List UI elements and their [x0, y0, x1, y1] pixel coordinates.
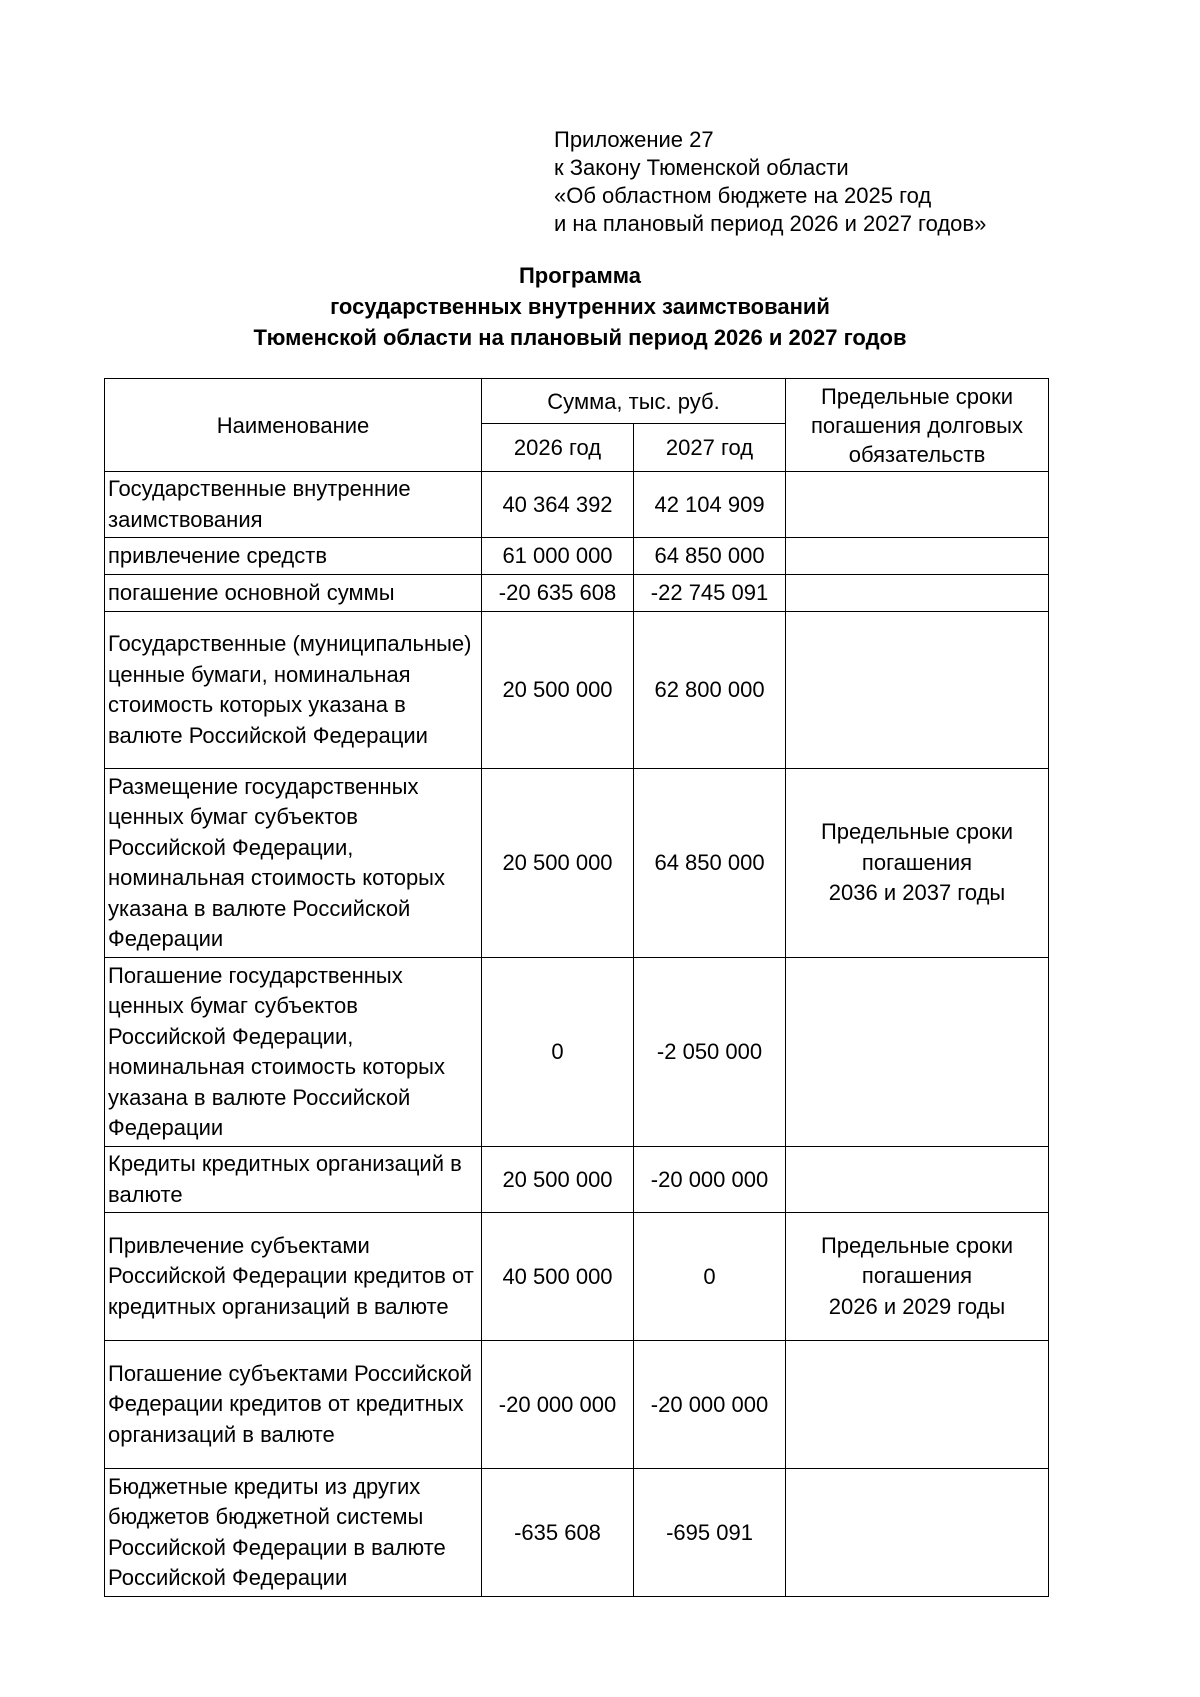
row-name: Государственные внутренние заимствования — [105, 472, 482, 538]
repayment-terms — [786, 769, 1049, 958]
table-body — [105, 472, 1049, 1597]
amount-2027: -2 050 000 — [634, 958, 786, 1147]
amount-2027: -20 000 000 — [634, 1341, 786, 1469]
amount-2026: -635 608 — [482, 1469, 634, 1597]
repayment-terms — [786, 472, 1049, 538]
title-line: Тюменской области на плановый период 2026 и 2027 годов — [253, 325, 907, 350]
repayment-terms — [786, 1341, 1049, 1469]
header-name: Наименование — [105, 379, 482, 472]
header-terms: Предельные сроки погашения долговых обязательств — [786, 379, 1049, 472]
row-name: Привлечение субъектами Российской Федерации кредитов от кредитных организаций в валюте — [105, 1213, 482, 1341]
row-name: Погашение государственных ценных бумаг субъектов Российской Федерации, номинальная стоимость которых указана в валюте Российской Федерации — [105, 958, 482, 1147]
amount-2027: 64 850 000 — [634, 769, 786, 958]
repayment-terms — [786, 575, 1049, 612]
amount-2026: -20 000 000 — [482, 1341, 634, 1469]
amount-2026: 61 000 000 — [482, 538, 634, 575]
repayment-terms — [786, 958, 1049, 1147]
table-header — [105, 379, 1049, 472]
row-name: Размещение государственных ценных бумаг субъектов Российской Федерации, номинальная стоимость которых указана в валюте Российской Федерации — [105, 769, 482, 958]
table-row — [105, 472, 1049, 538]
row-name: Кредиты кредитных организаций в валюте — [105, 1147, 482, 1213]
table-row — [105, 575, 1049, 612]
repayment-terms — [786, 1213, 1049, 1341]
table-row — [105, 1213, 1049, 1341]
amount-2027: 62 800 000 — [634, 612, 786, 769]
row-name: погашение основной суммы — [105, 575, 482, 612]
table-row — [105, 1469, 1049, 1597]
amount-2026: 40 364 392 — [482, 472, 634, 538]
row-name: Погашение субъектами Российской Федерации кредитов от кредитных организаций в валюте — [105, 1341, 482, 1469]
repayment-terms-line: Предельные сроки — [820, 819, 1014, 845]
table-row — [105, 538, 1049, 575]
title-line: государственных внутренних заимствований — [330, 294, 830, 319]
table-row — [105, 1341, 1049, 1469]
table-row — [105, 1147, 1049, 1213]
appendix-line: Приложение 27 — [554, 127, 714, 152]
repayment-terms — [786, 612, 1049, 769]
amount-2027: -22 745 091 — [634, 575, 786, 612]
amount-2026: -20 635 608 — [482, 575, 634, 612]
amount-2027: 42 104 909 — [634, 472, 786, 538]
amount-2026: 20 500 000 — [482, 769, 634, 958]
title-line: Программа — [518, 263, 642, 288]
table-row — [105, 769, 1049, 958]
repayment-terms-line: погашения — [861, 1263, 973, 1289]
amount-2026: 40 500 000 — [482, 1213, 634, 1341]
repayment-terms-line: Предельные сроки — [820, 1232, 1014, 1258]
amount-2026: 20 500 000 — [482, 612, 634, 769]
table-row — [105, 958, 1049, 1147]
document-title — [0, 260, 1160, 353]
repayment-terms — [786, 538, 1049, 575]
row-name: Государственные (муниципальные) ценные бумаги, номинальная стоимость которых указана в валюте Российской Федерации — [105, 612, 482, 769]
header-year-2026: 2026 год — [482, 424, 634, 472]
table-row — [105, 612, 1049, 769]
repayment-terms-line: 2026 и 2029 годы — [828, 1293, 1006, 1319]
repayment-terms-line: погашения — [861, 849, 973, 875]
appendix-line: и на плановый период 2026 и 2027 годов» — [554, 211, 987, 236]
amount-2026: 20 500 000 — [482, 1147, 634, 1213]
amount-2027: -20 000 000 — [634, 1147, 786, 1213]
row-name: Бюджетные кредиты из других бюджетов бюджетной системы Российской Федерации в валюте Российской Федерации — [105, 1469, 482, 1597]
header-year-2027: 2027 год — [634, 424, 786, 472]
amount-2027: 0 — [634, 1213, 786, 1341]
repayment-terms — [786, 1469, 1049, 1597]
appendix-reference — [554, 126, 986, 238]
amount-2026: 0 — [482, 958, 634, 1147]
header-sum: Сумма, тыс. руб. — [482, 379, 786, 424]
borrowing-program-table — [104, 378, 1049, 1597]
repayment-terms-line: 2036 и 2037 годы — [828, 880, 1006, 906]
repayment-terms — [786, 1147, 1049, 1213]
amount-2027: 64 850 000 — [634, 538, 786, 575]
amount-2027: -695 091 — [634, 1469, 786, 1597]
appendix-line: «Об областном бюджете на 2025 год — [554, 183, 932, 208]
appendix-line: к Закону Тюменской области — [554, 155, 849, 180]
row-name: привлечение средств — [105, 538, 482, 575]
